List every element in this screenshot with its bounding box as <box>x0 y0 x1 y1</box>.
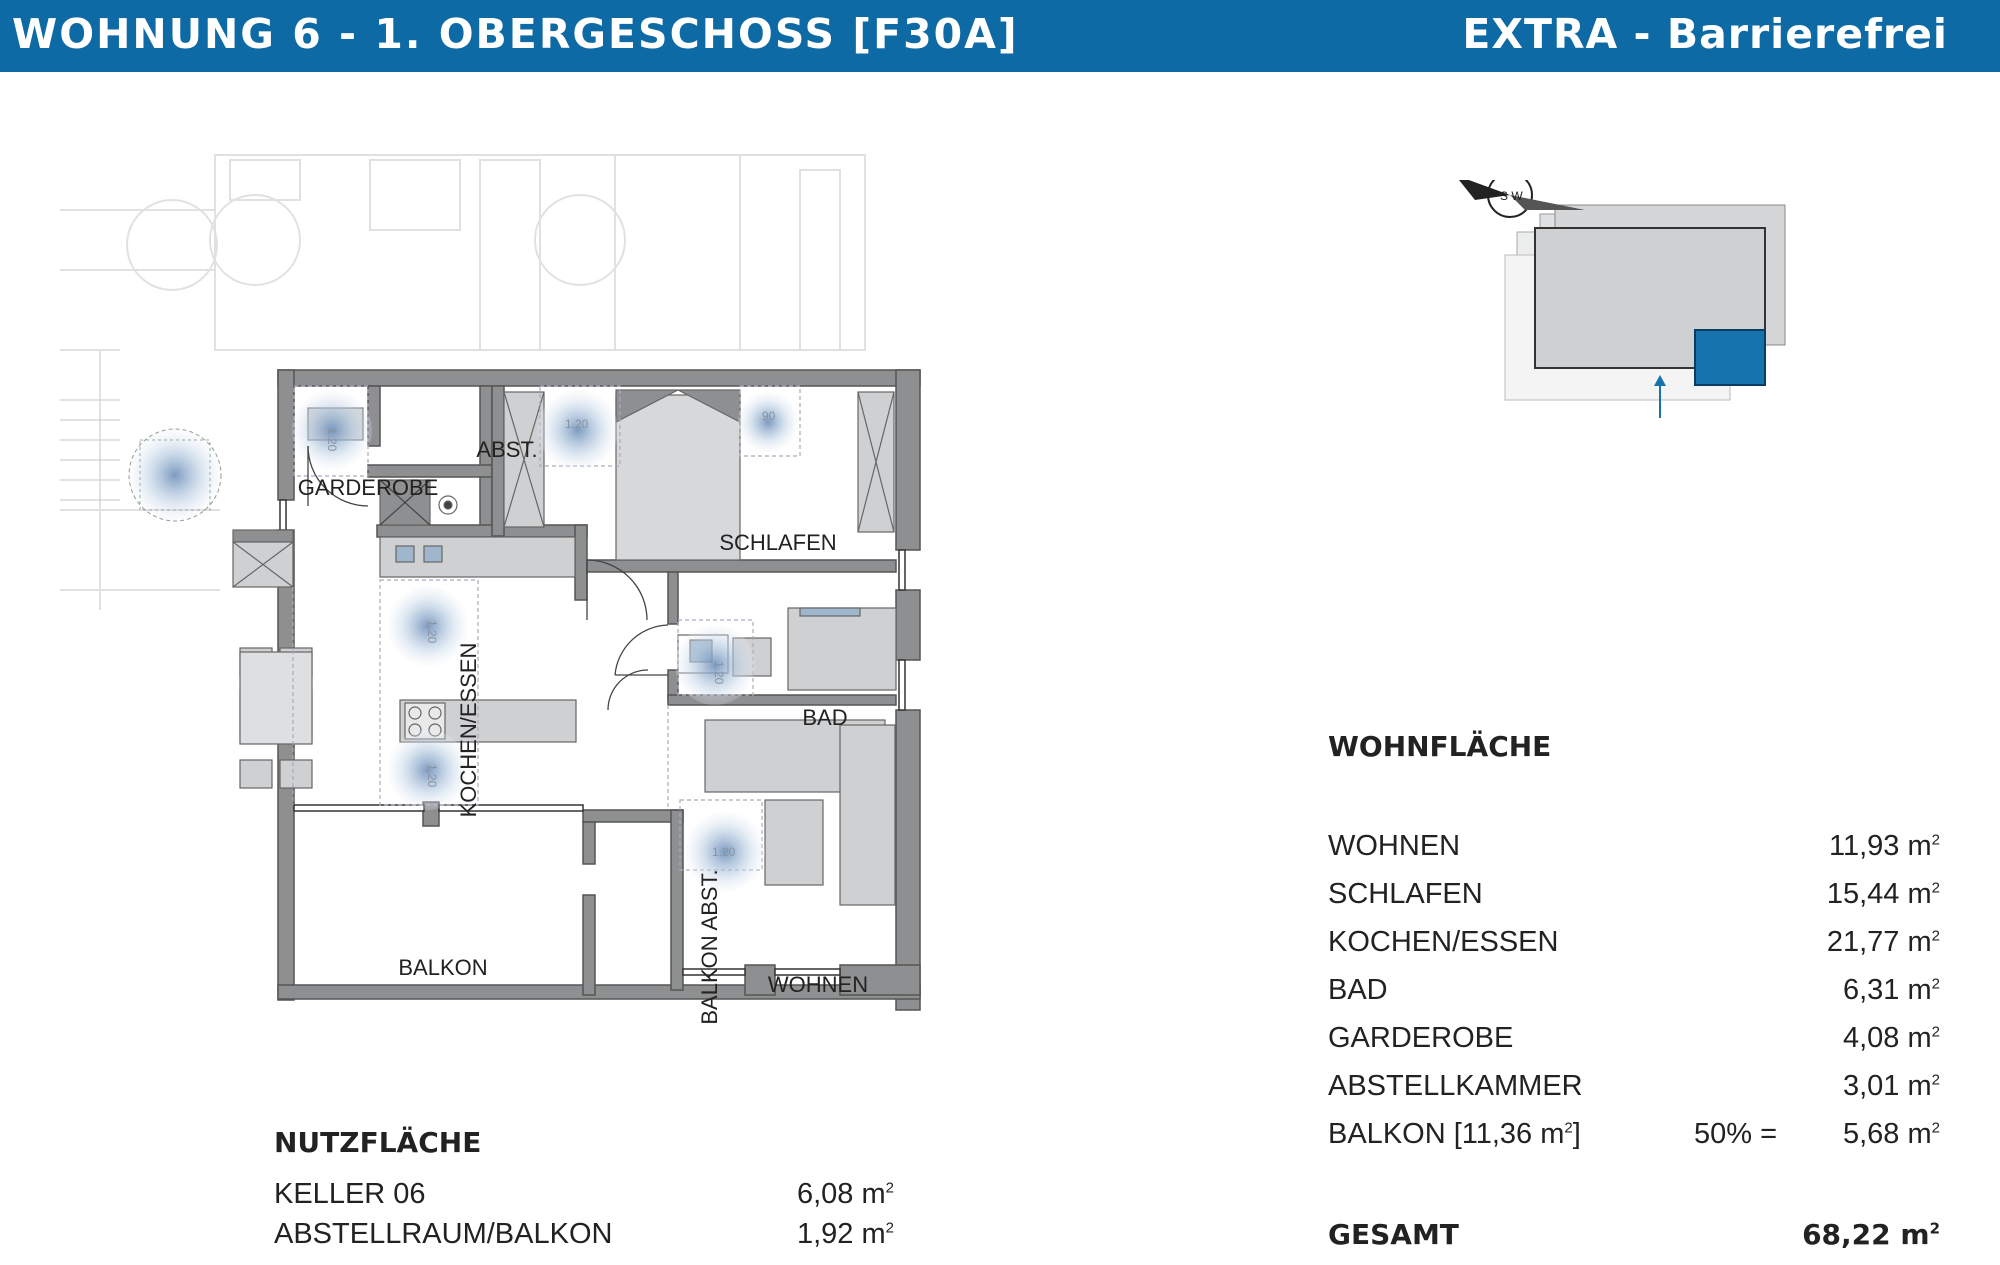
dim-7: 1.20 <box>712 845 736 859</box>
wohn-row-value-3: 6,31 $m^2$ <box>1842 974 1940 1006</box>
wohn-row-label-5: ABSTELLKAMMER <box>1328 1070 1583 1102</box>
nutzflaeche-heading: NUTZFLÄCHE <box>274 1126 482 1159</box>
room-abst: ABST. <box>476 437 538 462</box>
room-kochen-essen: KOCHEN/ESSEN <box>456 642 481 818</box>
turning-circle <box>129 429 221 521</box>
room-schlafen: SCHLAFEN <box>719 530 837 555</box>
wohnflaeche-heading: WOHNFLÄCHE <box>1328 730 1552 763</box>
wohn-row-value-6: 5,68 $m^2$ <box>1842 1118 1940 1150</box>
header-bar <box>0 0 2000 72</box>
floor-plan <box>60 150 1110 1070</box>
wohn-row-value-0: 11,93 $m^2$ <box>1829 830 1940 862</box>
unit-title: WOHNUNG 6 - 1. OBERGESCHOSS [F30A] <box>12 10 1019 58</box>
room-bad: BAD <box>802 705 848 730</box>
balkon-factor: 50% = <box>1694 1118 1778 1150</box>
wohn-row-label-0: WOHNEN <box>1328 830 1461 862</box>
wohn-row-value-1: 15,44 $m^2$ <box>1826 878 1940 910</box>
room-balkon: BALKON <box>398 955 488 980</box>
total-value: 68,22 $m^2$ <box>1802 1218 1940 1251</box>
wohn-row-value-5: 3,01 $m^2$ <box>1842 1070 1940 1102</box>
nutz-row-value-0: 6,08 $m^2$ <box>796 1178 894 1210</box>
wohn-row-label-6: BALKON [11,36 $m^2$] <box>1328 1118 1581 1150</box>
accessibility-label: EXTRA - Barrierefrei <box>1462 10 1948 58</box>
stair-lines <box>60 400 120 500</box>
wohn-row-value-2: 21,77 $m^2$ <box>1826 926 1940 958</box>
nutz-row-value-1: 1,92 $m^2$ <box>796 1218 894 1250</box>
dim-5: 1.20 <box>425 764 439 788</box>
dim-4: 1.20 <box>425 620 439 644</box>
wohn-row-label-4: GARDEROBE <box>1328 1022 1514 1054</box>
nutz-row-label-1: ABSTELLRAUM/BALKON <box>274 1218 613 1250</box>
nutz-row-label-0: KELLER 06 <box>274 1178 426 1210</box>
compass-letters: S W <box>1500 189 1523 203</box>
wohn-row-label-3: BAD <box>1328 974 1388 1006</box>
wohnflaeche-section <box>1328 730 1940 1250</box>
dim-1: 1.20 <box>325 428 339 452</box>
wohn-row-label-1: SCHLAFEN <box>1328 878 1483 910</box>
room-balkon-abst: BALKON ABST. <box>697 869 722 1025</box>
room-garderobe: GARDEROBE <box>297 475 439 500</box>
total-label: GESAMT <box>1328 1218 1459 1251</box>
room-wohnen: WOHNEN <box>767 972 869 997</box>
dim-6: 1.20 <box>712 661 726 685</box>
dim-3: 90 <box>762 409 776 423</box>
wohn-row-label-2: KOCHEN/ESSEN <box>1328 926 1559 958</box>
dim-2: 1.20 <box>565 417 589 431</box>
wohn-row-value-4: 4,08 $m^2$ <box>1842 1022 1940 1054</box>
location-key <box>1455 180 1895 450</box>
